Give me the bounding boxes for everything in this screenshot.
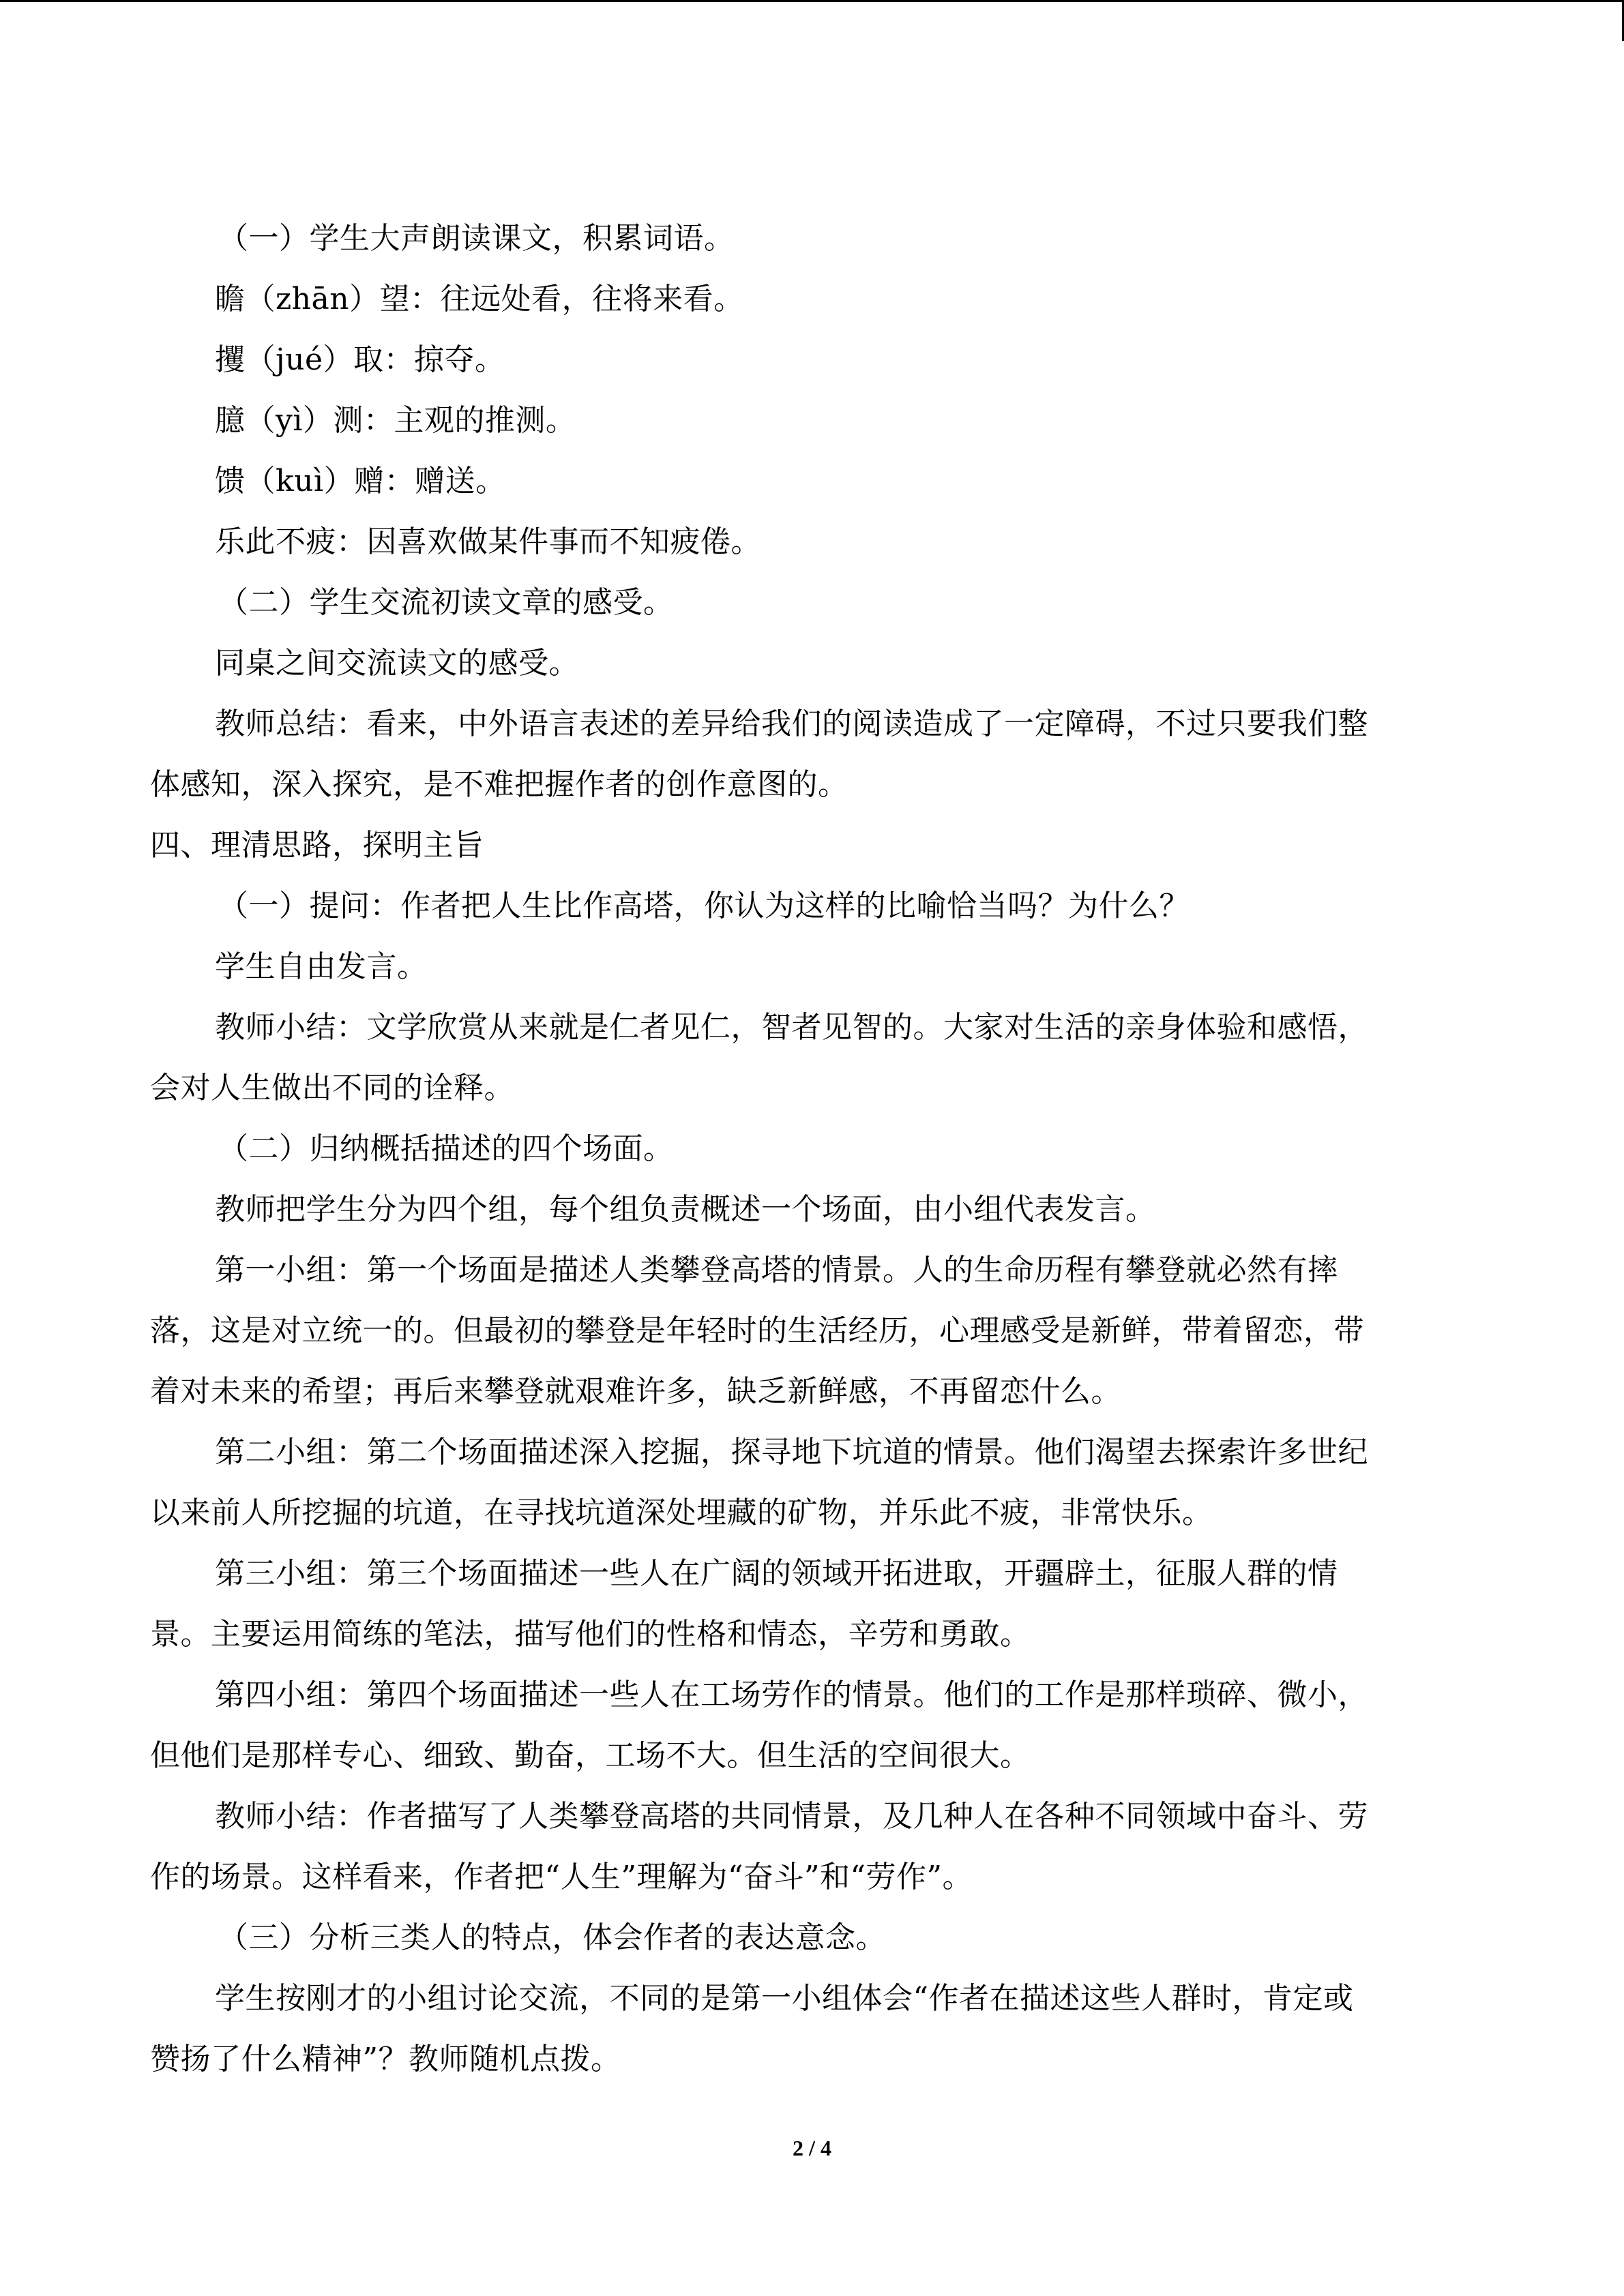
paragraph-line: 教师总结：看来，中外语言表述的差异给我们的阅读造成了一定障碍，不过只要我们整 [215,706,1368,741]
paragraph-line: 学生自由发言。 [215,949,428,984]
paragraph-line: 以来前人所挖掘的坑道，在寻找坑道深处埋藏的矿物，并乐此不疲，非常快乐。 [150,1495,1213,1530]
chapter-heading: 四、理清思路，探明主旨 [150,828,484,863]
vocab-item: 馈（kuì）赠：赠送。 [215,464,506,498]
vocab-item: 攫（jué）取：掠夺。 [215,342,505,377]
paragraph-line: 教师小结：作者描写了人类攀登高塔的共同情景，及几种人在各种不同领域中奋斗、劳 [215,1799,1368,1834]
paragraph-line: 会对人生做出不同的诠释。 [150,1071,514,1105]
paragraph-line: 作的场景。这样看来，作者把“人生”理解为“奋斗”和“劳作”。 [150,1860,973,1894]
section-heading: （三）分析三类人的特点，体会作者的表达意念。 [218,1920,886,1955]
paragraph-line: 第二小组：第二个场面描述深入挖掘，探寻地下坑道的情景。他们渴望去探索许多世纪 [215,1435,1368,1470]
section-heading: （二）归纳概括描述的四个场面。 [218,1131,674,1166]
vocab-item: 臆（yì）测：主观的推测。 [215,403,576,438]
paragraph-line: 第三小组：第三个场面描述一些人在广阔的领域开拓进取，开疆辟土，征服人群的情 [215,1556,1338,1591]
paragraph-line: 体感知，深入探究，是不难把握作者的创作意图的。 [150,767,848,802]
paragraph-line: 同桌之间交流读文的感受。 [215,646,579,681]
page-number: 2 / 4 [793,2136,831,2160]
page-top-border [0,0,1624,2]
document-body [150,208,1460,2089]
vocab-item: 瞻（zhān）望：往远处看，往将来看。 [215,282,744,316]
paragraph-line: 但他们是那样专心、细致、勤奋，工场不大。但生活的空间很大。 [150,1738,1031,1773]
paragraph-line: 着对未来的希望；再后来攀登就艰难许多，缺乏新鲜感，不再留恋什么。 [150,1374,1121,1409]
paragraph-line: 教师把学生分为四个组，每个组负责概述一个场面，由小组代表发言。 [215,1192,1156,1227]
paragraph-line: 学生按刚才的小组讨论交流，不同的是第一小组体会“作者在描述这些人群时，肯定或 [215,1981,1354,2016]
paragraph-line: 赞扬了什么精神”？教师随机点拨。 [150,2042,621,2076]
paragraph-line: 落，这是对立统一的。但最初的攀登是年轻时的生活经历，心理感受是新鲜，带着留恋，带 [150,1313,1364,1348]
paragraph-line: 教师小结：文学欣赏从来就是仁者见仁，智者见智的。大家对生活的亲身体验和感悟， [215,1010,1368,1045]
paragraph-line: 景。主要运用简练的笔法，描写他们的性格和情态，辛劳和勇敢。 [150,1617,1031,1652]
section-heading: （二）学生交流初读文章的感受。 [218,585,674,620]
paragraph-line: 第四小组：第四个场面描述一些人在工场劳作的情景。他们的工作是那样琐碎、微小， [215,1678,1368,1712]
section-heading: （一）学生大声朗读课文，积累词语。 [218,221,735,256]
paragraph-line: 第一小组：第一个场面是描述人类攀登高塔的情景。人的生命历程有攀登就必然有摔 [215,1253,1338,1287]
vocab-item: 乐此不疲：因喜欢做某件事而不知疲倦。 [215,524,761,559]
section-heading: （一）提问：作者把人生比作高塔，你认为这样的比喻恰当吗？为什么？ [218,889,1190,923]
